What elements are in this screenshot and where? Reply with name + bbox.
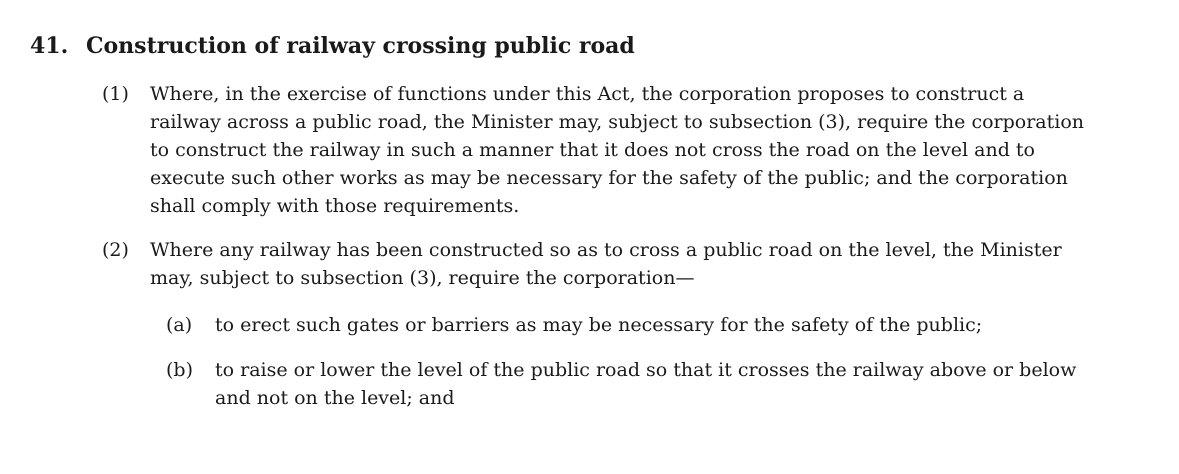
paragraph-number: (a) [166,314,193,336]
subsection-number: (2) [102,239,129,261]
subsection-number: (1) [102,83,129,105]
section-heading [30,30,635,62]
paragraph-b [166,356,1100,412]
paragraph-number: (b) [166,359,193,381]
section-number: 41. [30,33,69,59]
paragraph-text: to erect such gates or barriers as may be necessary for the safety of the public; [215,314,983,336]
paragraph-text: to raise or lower the level of the public road so that it crosses the railway above or below and not on the level; and [215,359,1077,409]
subsection-2 [102,236,1100,292]
paragraph-a [166,311,1100,339]
subsection-1 [102,80,1100,220]
subsection-text: Where, in the exercise of functions under this Act, the corporation proposes to construct a railway across a public road, the Minister may, subject to subsection (3), require the corporation to construct the railway in such a manner that it does not cross the road on the level and to execute such other works as may be necessary for the safety of the public; and the corporation shall comply with those requirements. [150,83,1085,217]
subsection-text: Where any railway has been constructed so as to cross a public road on the level, the Minister may, subject to subsection (3), require the corporation— [150,239,1062,289]
section-title: Construction of railway crossing public road [86,33,635,59]
